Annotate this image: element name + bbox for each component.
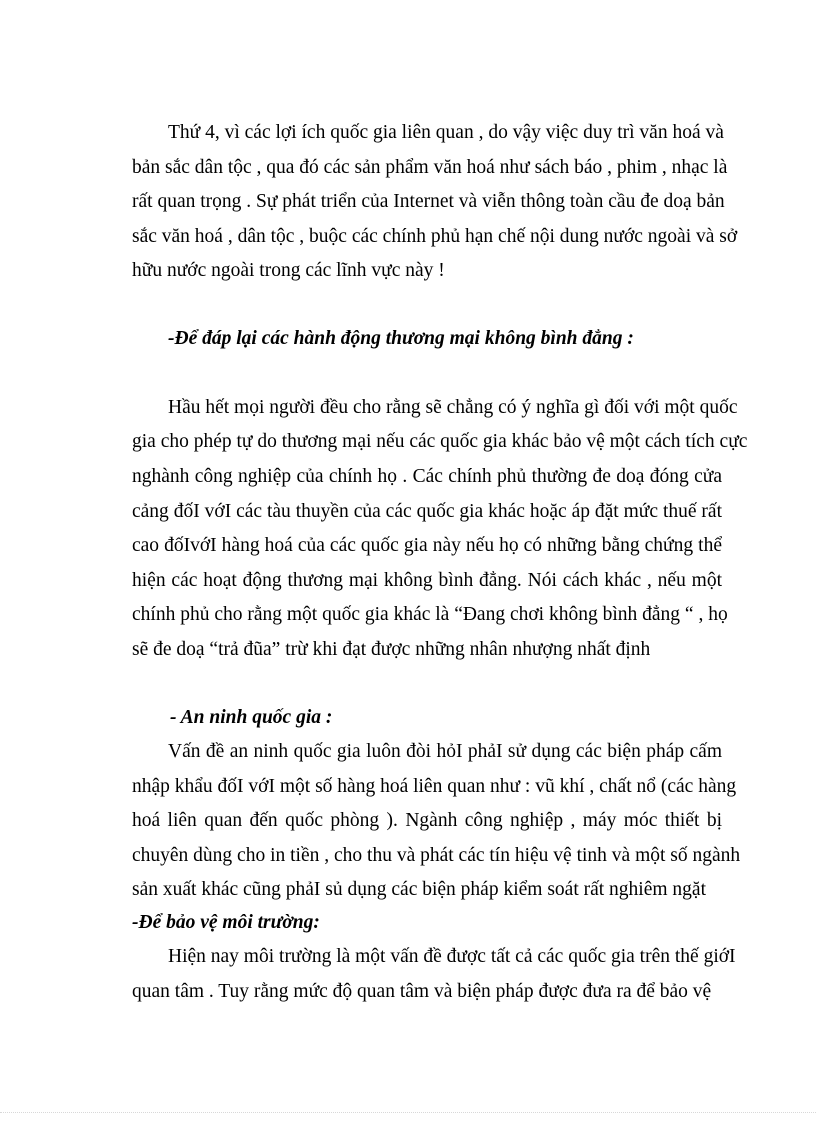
paragraph-line: cảng đốI vớI các tàu thuyền của các quốc gia khác hoặc áp đặt mức thuế rất (132, 501, 722, 522)
paragraph-line: bản sắc dân tộc , qua đó các sản phẩm văn hoá như sách báo , phim , nhạc là (132, 157, 728, 178)
paragraph-line: cao đốIvớI hàng hoá của các quốc gia này nếu họ có những bằng chứng thể (132, 535, 722, 556)
paragraph-line: Hầu hết mọi người đều cho rằng sẽ chẳng có ý nghĩa gì đối với một quốc (168, 397, 738, 418)
section-heading: -Để đáp lại các hành động thương mại không bình đẳng : (168, 328, 634, 349)
paragraph-line: quan tâm . Tuy rằng mức độ quan tâm và biện pháp được đưa ra để bảo vệ (132, 981, 712, 1002)
paragraph-line: chuyên dùng cho in tiền , cho thu và phát các tín hiệu vệ tinh và một số ngành (132, 845, 741, 866)
paragraph-line: Hiện nay môi trường là một vấn đề được tất cả các quốc gia trên thế giớI (168, 946, 736, 967)
paragraph-line: hữu nước ngoài trong các lĩnh vực này ! (132, 260, 445, 281)
paragraph-line: nhập khẩu đốI vớI một số hàng hoá liên quan như : vũ khí , chất nổ (các hàng (132, 776, 737, 797)
paragraph-line: Thứ 4, vì các lợi ích quốc gia liên quan , do vậy việc duy trì văn hoá và (168, 122, 724, 143)
paragraph-line: nghành công nghiệp của chính họ . Các chính phủ thường đe doạ đóng cửa (132, 466, 722, 487)
paragraph-line: rất quan trọng . Sự phát triển của Internet và viễn thông toàn cầu đe doạ bản (132, 191, 725, 212)
paragraph-line: gia cho phép tự do thương mại nếu các quốc gia khác bảo vệ một cách tích cực (132, 431, 748, 452)
paragraph-line: sản xuất khác cũng phảI sủ dụng các biện pháp kiểm soát rất nghiêm ngặt (132, 879, 706, 900)
section-heading: -Để bảo vệ môi trường: (132, 912, 320, 933)
paragraph-line: chính phủ cho rằng một quốc gia khác là “Đang chơi không bình đẳng “ , họ (132, 604, 728, 625)
paragraph-line: hiện các hoạt động thương mại không bình đẳng. Nói cách khác , nếu một (132, 570, 722, 591)
paragraph-line: hoá liên quan đến quốc phòng ). Ngành công nghiệp , máy móc thiết bị (132, 810, 722, 831)
page-bottom-border (0, 1112, 816, 1113)
paragraph-line: sắc văn hoá , dân tộc , buộc các chính phủ hạn chế nội dung nước ngoài và sở (132, 226, 738, 247)
paragraph-line: sẽ đe doạ “trả đũa” trừ khi đạt được những nhân nhượng nhất định (132, 639, 651, 660)
section-heading: - An ninh quốc gia : (170, 707, 333, 728)
paragraph-line: Vấn đề an ninh quốc gia luôn đòi hỏI phảI sử dụng các biện pháp cấm (168, 741, 722, 762)
